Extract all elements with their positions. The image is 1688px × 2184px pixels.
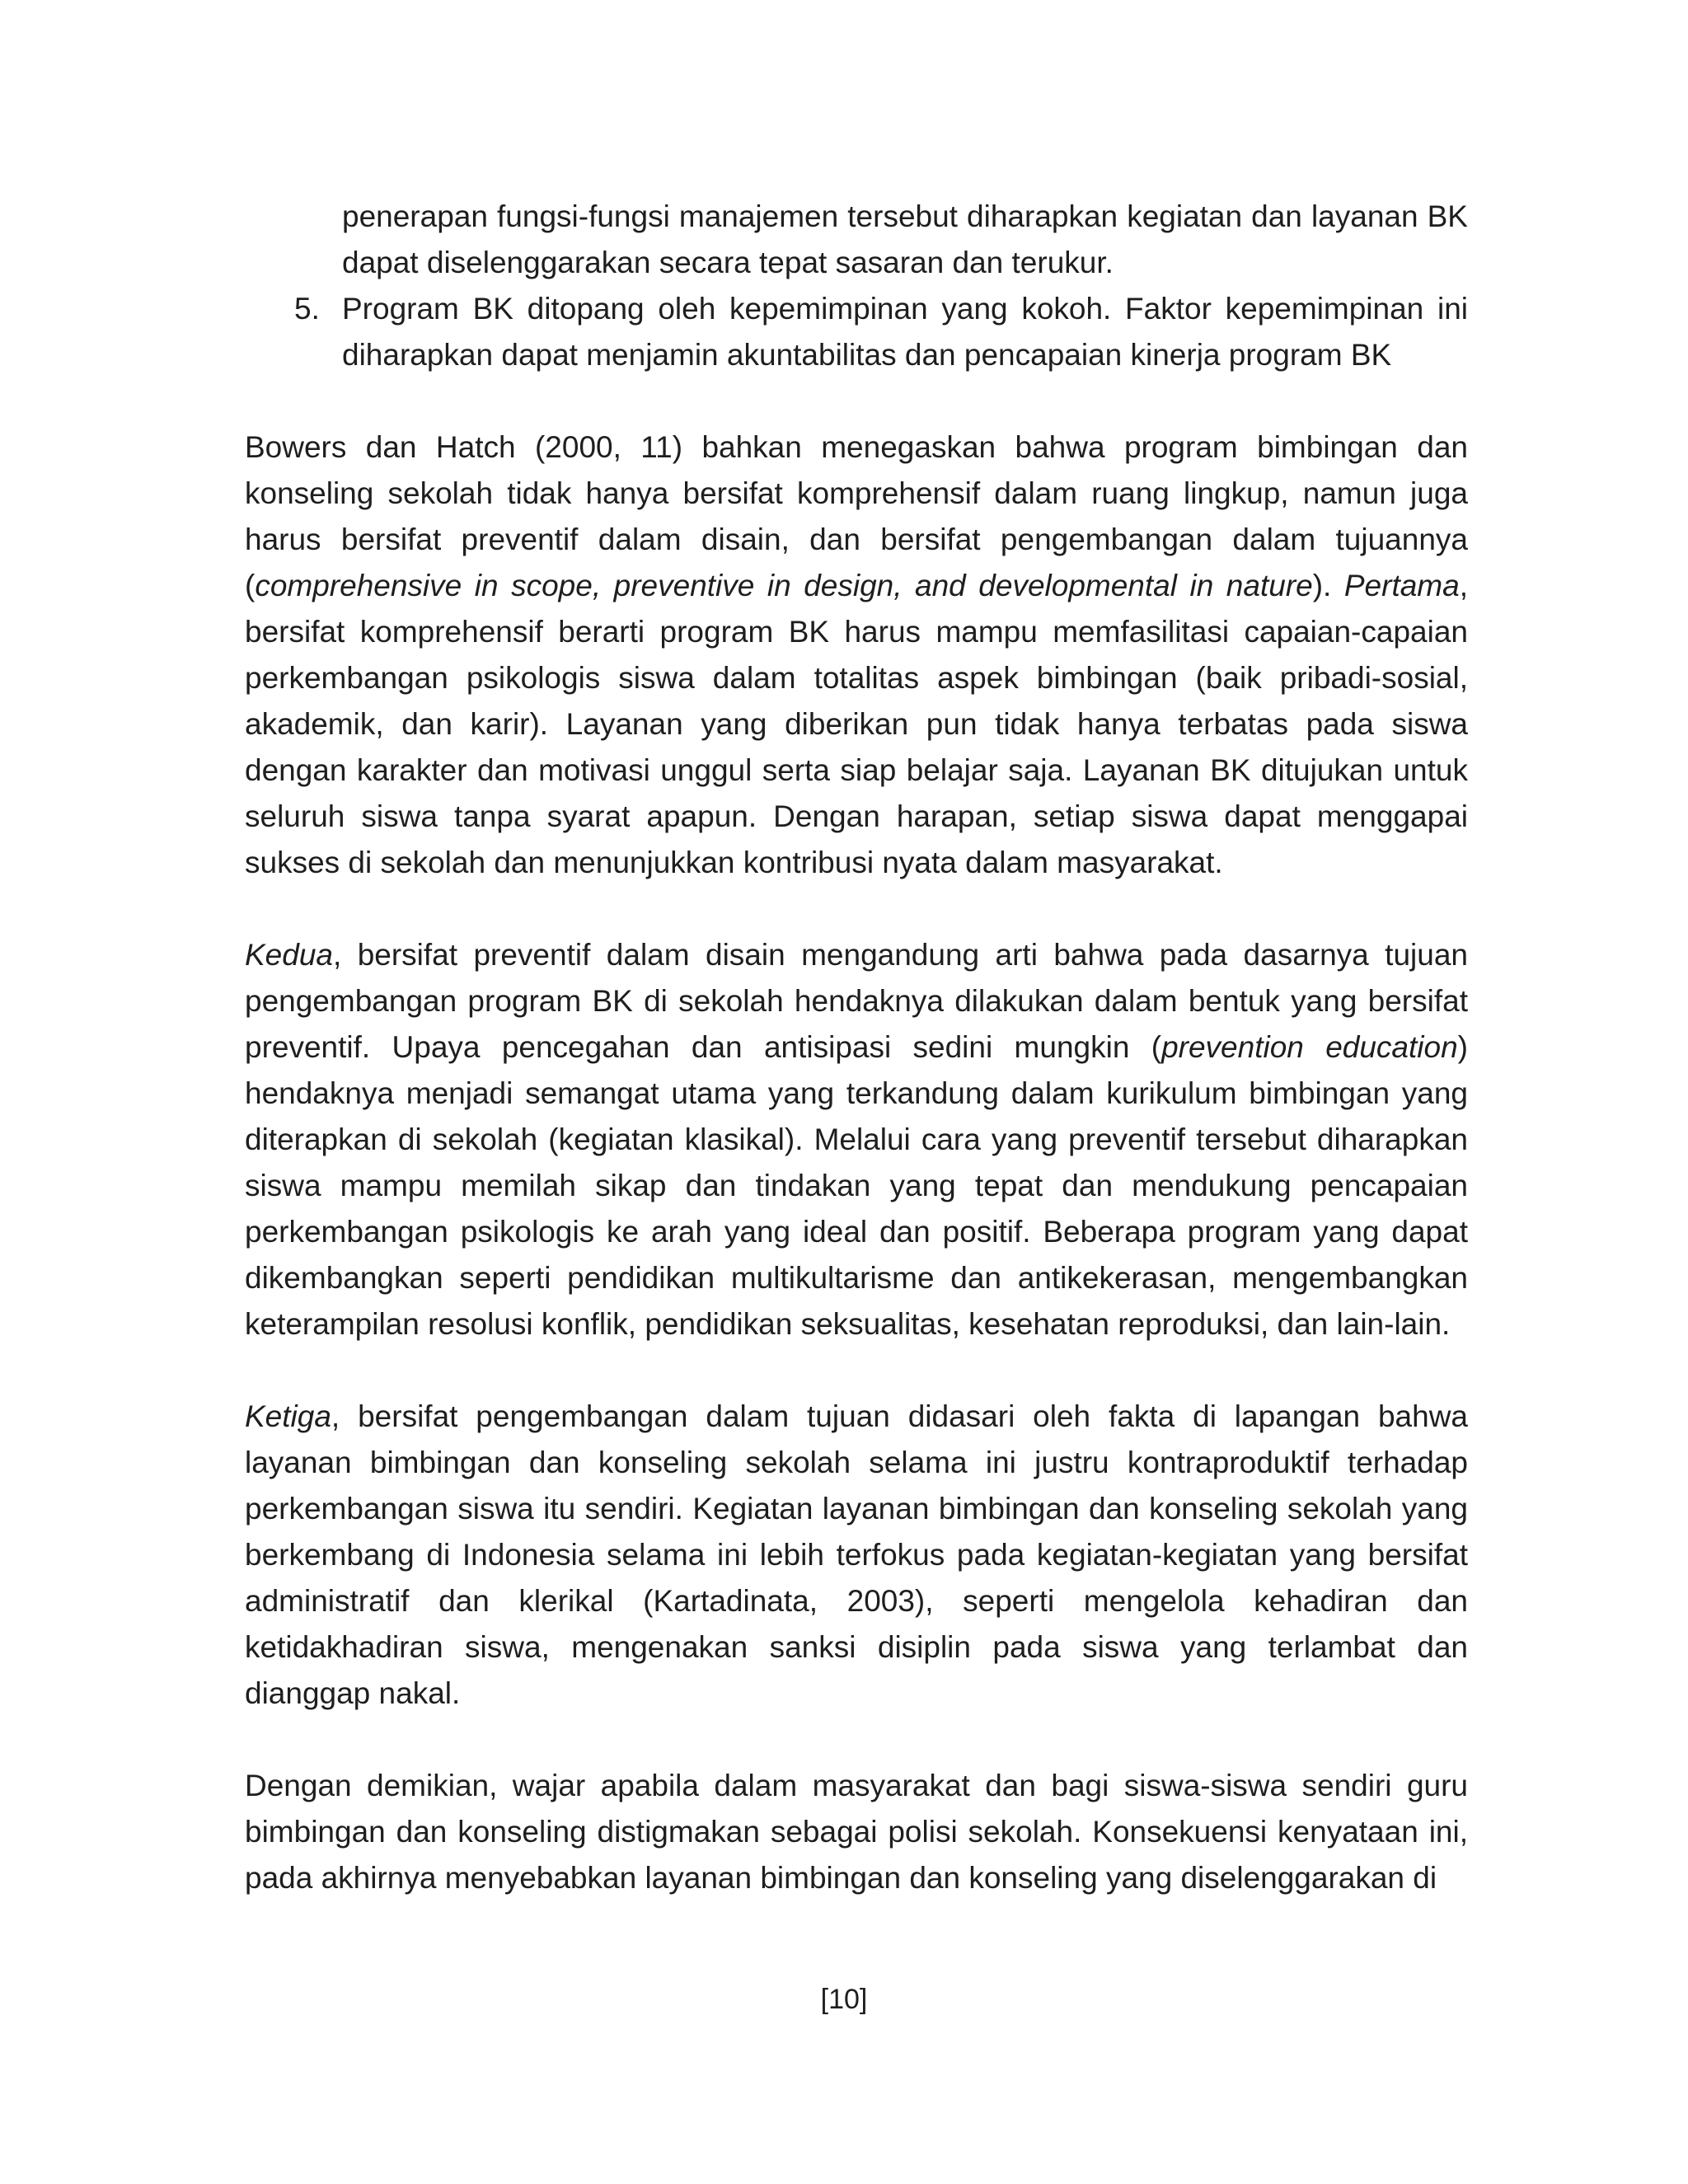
paragraph-text: , bersifat pengembangan dalam tujuan didasari oleh fakta di lapangan bahwa layanan bimbingan dan konseling sekolah selama ini justru kontraproduktif terhadap perkembangan siswa itu sendiri. Kegiatan layanan bimbingan dan konseling sekolah yang berkembang di Indonesia selama ini lebih terfokus pada kegiatan-kegiatan yang bersifat administratif dan klerikal (Kartadinata, 2003), seperti mengelola kehadiran dan ketidakhadiran siswa, mengenakan sanksi disiplin pada siswa yang terlambat dan dianggap nakal. <box>245 1399 1468 1710</box>
paragraph-text: Dengan demikian, wajar apabila dalam masyarakat dan bagi siswa-siswa sendiri guru bimbingan dan konseling distigmakan sebagai polisi sekolah. Konsekuensi kenyataan ini, pada akhirnya menyebabkan layanan bimbingan dan konseling yang diselenggarakan di <box>245 1769 1468 1895</box>
italic-phrase: comprehensive in scope, preventive in design, and developmental in nature <box>255 569 1313 602</box>
paragraph-text: , bersifat preventif dalam disain mengandung arti bahwa pada dasarnya tujuan pengembangan program BK di sekolah hendaknya dilakukan dalam bentuk yang bersifat preventif. Upaya pencegahan dan antisipasi sedini mungkin ( <box>245 938 1468 1064</box>
paragraph-bowers-hatch <box>245 424 1468 886</box>
italic-phrase: prevention education <box>1161 1030 1458 1064</box>
paragraph-kedua <box>245 932 1468 1347</box>
list-item-5 <box>245 286 1468 378</box>
paragraph-dengan-demikian <box>245 1763 1468 1901</box>
page-body <box>245 194 1468 1901</box>
list-continuation-text: penerapan fungsi-fungsi manajemen tersebut diharapkan kegiatan dan layanan BK dapat diselenggarakan secara tepat sasaran dan terukur. <box>342 199 1468 279</box>
paragraph-text: , bersifat komprehensif berarti program BK harus mampu memfasilitasi capaian-capaian perkembangan psikologis siswa dalam totalitas aspek bimbingan (baik pribadi-sosial, akademik, dan karir). Layanan yang diberikan pun tidak hanya terbatas pada siswa dengan karakter dan motivasi unggul serta siap belajar saja. Layanan BK ditujukan untuk seluruh siswa tanpa syarat apapun. Dengan harapan, setiap siswa dapat menggapai sukses di sekolah dan menunjukkan kontribusi nyata dalam masyarakat. <box>245 569 1468 879</box>
list-item-text: Program BK ditopang oleh kepemimpinan yang kokoh. Faktor kepemimpinan ini diharapkan dapat menjamin akuntabilitas dan pencapaian kinerja program BK <box>342 292 1468 372</box>
italic-term-pertama: Pertama <box>1343 569 1460 602</box>
italic-term-ketiga: Ketiga <box>245 1399 331 1433</box>
paragraph-text: ) hendaknya menjadi semangat utama yang terkandung dalam kurikulum bimbingan yang diterapkan di sekolah (kegiatan klasikal). Melalui cara yang preventif tersebut diharapkan siswa mampu memilah sikap dan tindakan yang tepat dan mendukung pencapaian perkembangan psikologis ke arah yang ideal dan positif. Beberapa program yang dapat dikembangkan seperti pendidikan multikultarisme dan antikekerasan, mengembangkan keterampilan resolusi konflik, pendidikan seksualitas, kesehatan reproduksi, dan lain-lain. <box>245 1030 1468 1341</box>
paragraph-text: Bowers dan Hatch (2000, 11) bahkan menegaskan bahwa program bimbingan dan konseling sekolah tidak hanya bersifat komprehensif dalam ruang lingkup, namun juga harus bersifat preventif dalam disain, dan bersifat pengembangan dalam tujuannya ( <box>245 430 1468 602</box>
page-number: [10] <box>820 1984 868 2015</box>
paragraph-ketiga <box>245 1394 1468 1717</box>
paragraph-text: ). <box>1312 569 1344 602</box>
list-item-number: 5. <box>294 292 320 326</box>
italic-term-kedua: Kedua <box>245 938 333 972</box>
